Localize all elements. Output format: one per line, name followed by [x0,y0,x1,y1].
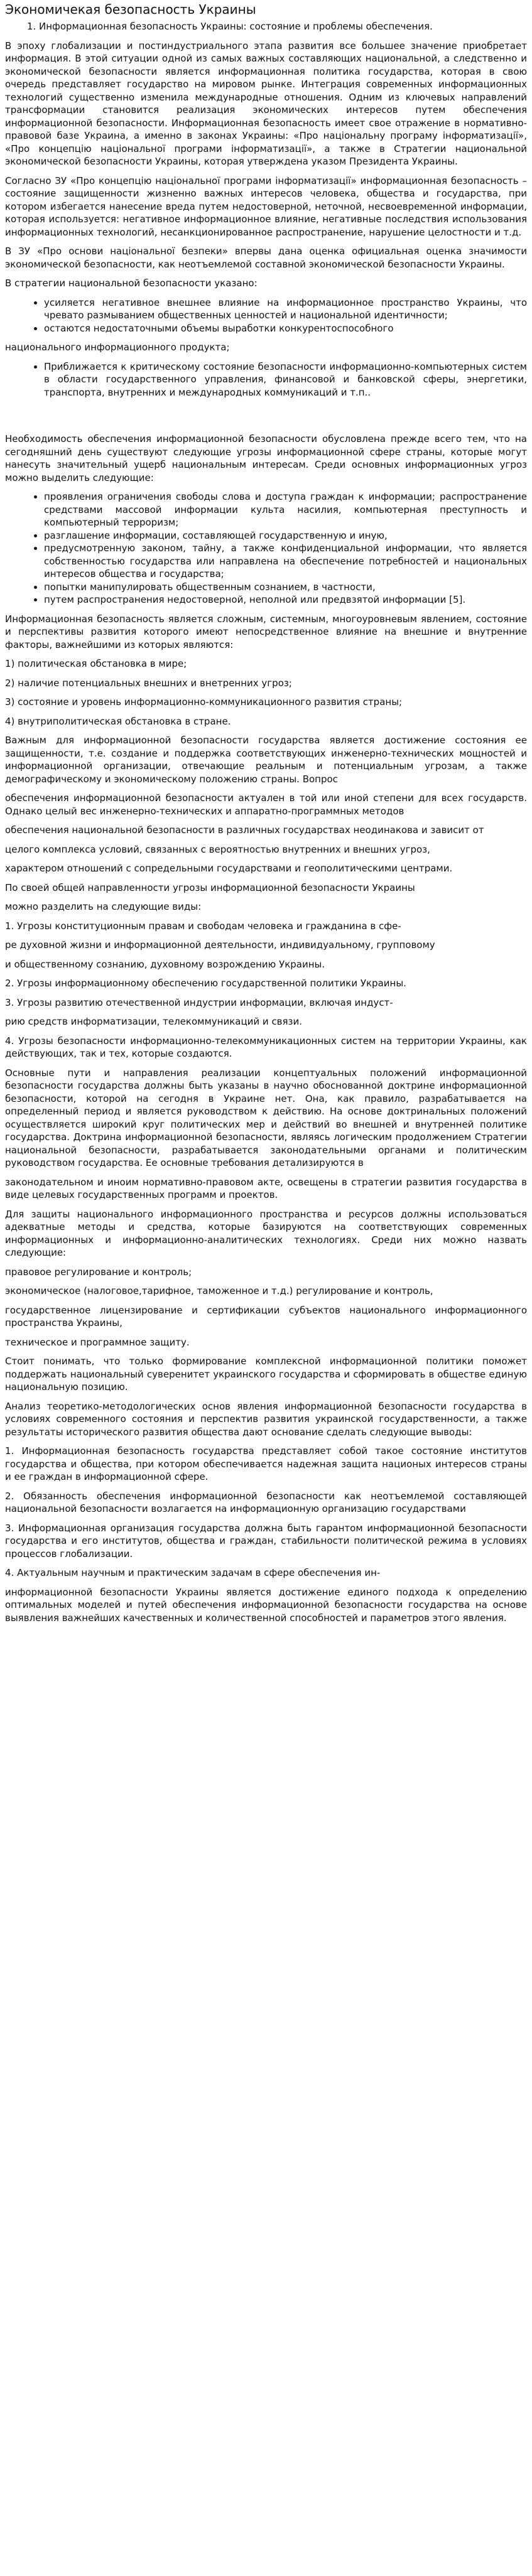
paragraph: правовое регулирование и контроль; [5,1266,192,1278]
document-body [5,40,527,1625]
paragraph: 3) состояние и уровень информационно-коммуникационного развития страны; [5,696,403,708]
paragraph: В стратегии национальной безопасности указано: [5,278,258,289]
page-title: Экономичекая безопасность Украины [5,2,256,17]
list-item: • разглашение информации, составляющей государственную и иную, [44,529,527,542]
paragraph: 3. Угрозы развитию отечественной индустрии информации, включая индуст- [5,996,393,1008]
paragraph: ре духовной жизни и информационной деятельности, индивидуальному, групповому [5,939,435,951]
paragraph: обеспечения информационной безопасности актуален в той или иной степени для всех государств. Однако целый вес инженерно-технических и аппаратно-программных методов [5,792,527,817]
paragraph: По своей общей направленности угрозы информационной безопасности Украины [5,881,415,893]
bullet-list [5,490,527,606]
paragraph: государственное лицензирование и сертификации субъектов национального информационного пространства Украины, [5,1304,527,1328]
list-item: • проявления ограничения свободы слова и доступа граждан к информации; распространение средствами массовой информации культа насилия, компьютерная преступность и компьютерный терроризм; [44,490,527,529]
paragraph: Информационная безопасность является сложным, системным, многоуровневым явлением, состояние и перспективы развития которого имеют непосредственное влияние на внешние и внутренние факторы, важнейшими из которых являются: [5,613,527,650]
list-item: • остаются недостаточными объемы выработки конкурентоспособного [44,322,527,335]
paragraph: 3. Информационная организация государства должна быть гарантом информационной безопасности государства и его институтов, общества и граждан, стабильности политической режима в условиях процессов глобализации. [5,1522,527,1560]
paragraph: Анализ теоретико-методологических основ явления информационной безопасности государства в условиях современного состояния и перспектив развития украинской государственности, а также результаты исторического развития общества дают основание сделать следующие выводы: [5,1400,527,1438]
table-of-contents [5,20,527,33]
paragraph: 1. Информационная безопасность государства представляет собой такое состояние институтов государства и общества, при котором обеспечивается надежная защита национых интересов страны и ее граждан в информационной сфере. [5,1445,527,1482]
paragraph: Важным для информационной безопасности государства является достижение состояния ее защищенности, т.е. создание и поддержка соответствующих инженерно-технических мощностей и информационной организации, отвечающие реальным и потенциальным угрозам, а также демографическому и экономическому положению страны. Вопрос [5,735,527,785]
list-item: • усиляется негативное внешнее влияние на информационное пространство Украины, что чревато размыванием общественных ценностей и национальной идентичности; [44,296,527,322]
paragraph: Необходимость обеспечения информационной безопасности обусловлена прежде всего тем, что на сегодняшний день существуют следующие угрозы информационной сфере страны, которые могут нанесуть значительный ущерб национальным интересам. Среди основных информационных угроз можно выделить следующие: [5,433,527,483]
paragraph: 1. Угрозы конституционным правам и свободам человека и гражданина в сфе- [5,920,401,932]
paragraph: В ЗУ «Про основи національної безпеки» впервы дана оценка официальная оценка значимости экономической безопасности, как неотъемлемой составной экономической безопасности Украины. [5,245,527,270]
list-item: • путем распространения недостоверной, неполной или предвзятой информации [5]. [44,593,527,606]
paragraph: Для защиты национального информационного пространства и ресурсов должны использоваться адекватные методы и средства, которые базируются на соответствующих современных информационных и информационно-аналитических технологиях. Среди них можно назвать следующие: [5,1208,527,1258]
bullet-list [5,360,527,399]
toc-item: 1. Информационная безопасность Украины: состояние и проблемы обеспечения. [39,20,527,33]
paragraph: Стоит понимать, что только формирование комплексной информационной политики поможет поддержать национальный суверенитет украинского государства и сформировать в обществе единую национальную позицию. [5,1355,527,1393]
document-page [0,1,532,1634]
paragraph: обеспечения национальной безопасности в различных государствах неодинакова и зависит от [5,824,484,836]
paragraph: 4) внутриполитическая обстановка в стране. [5,715,231,727]
paragraph: 1) политическая обстановка в мире; [5,658,187,669]
blank-space [5,405,527,433]
paragraph: характером отношений с сопредельными государствами и геополитическими центрами. [5,863,453,874]
paragraph: 4. Актуальным научным и практическим задачам в сфере обеспечения ин- [5,1567,381,1578]
paragraph: Основные пути и направления реализации концептуальных положений информационной безопасности государства должны быть указаны в научно обоснованной доктрине информационной безопасности, которой на сегодня в Украине нет. Она, как правило, разрабатывается на определенный период и является руководством к действию. На основе доктринальных положений осуществляется широкий круг политических мер и действий во внешней и внутренней политике государства. Доктрина информационной безопасности, являясь логическим продолжением Стратегии национальной безопасности, разрабатывается законодательными органами и политическим руководством государства. Ее основные требования детализируются в [5,1067,527,1168]
paragraph: целого комплекса условий, связанных с вероятностью внутренних и внешних угроз, [5,843,430,855]
paragraph: Согласно ЗУ «Про концепцію національної програми інформатизації» информационная безопасность – состояние защищенности жизненно важных интересов человека, общества и государства, при котором избегается нанесение вреда путем недостоверной, неточной, несвоевременной информации, которая используется: негативное информационное влияние, негативные последствия использования информационных технологий, несанкционированное распространение, нарушение целостности и т.д. [5,175,527,238]
paragraph: техническое и программное защиту. [5,1336,190,1348]
list-item: • Приближается к критическому состояние безопасности информационно-компьютерных систем в области государственного управления, финансовой и банковской сферы, энергетики, транспорта, внутренних и международных коммуникаций и т.п.. [44,360,527,399]
list-item: • попытки манипулировать общественным сознанием, в частности, [44,581,527,594]
paragraph: информационной безопасности Украины является достижение единого подхода к определению оптимальных моделей и путей обеспечения информационной безопасности государства на основе выявления важнейших качественных и количественной способностей и параметров этого явления. [5,1586,527,1624]
list-item: • предусмотренную законом, тайну, а также конфиденциальной информации, что является собственностью государства или направлена на обеспечение потребностей и национальных интересов общества и государства; [44,542,527,581]
paragraph: национального информационного продукта; [5,342,230,353]
paragraph: рию средств информатизации, телекоммуникаций и связи. [5,1016,303,1027]
paragraph: можно разделить на следующие виды: [5,901,202,912]
paragraph: законодательном и иноим нормативно-правовом акте, освещены в стратегии развития государства в виде целевых государственных программ и проектов. [5,1176,527,1200]
paragraph: 2) наличие потенциальных внешних и внетренних угроз; [5,677,292,689]
paragraph: 2. Угрозы информационному обеспечению государственной политики Украины. [5,978,406,989]
paragraph: 2. Обязанность обеспечения информационной безопасности как неотъемлемой составляющей национальной безопасности возлагается на информационную организацию государствами [5,1490,527,1514]
paragraph: и общественному сознанию, духовному возрождению Украины. [5,958,325,970]
paragraph: экономическое (налоговое,тарифное, таможенное и т.д.) регулирование и контроль, [5,1285,433,1296]
paragraph: 4. Угрозы безопасности информационно-телекоммуникационных систем на территории Украины, как действующих, так и тех, которые создаются. [5,1035,527,1059]
paragraph: В эпоху глобализации и постиндустриального этапа развития все большее значение приобретает информация. В этой ситуации одной из самых важных составляющих национальной, а следственно и экономической безопасности является информационная политика государства, которая в свою очередь представляет государство на мировом рынке. Интеграция современных информационных технологий существенно изменила международные отношения. Одним из ключевых направлений трансформации становится реализация экономических интересов путем обеспечения информационной безопасности. Информационная безопасность имеет свое отражение в нормативно-правовой базе Украина, а именно в законах Украины: «Про національну програму інформатизації», «Про концепцію національної програми інформатизації», а также в Стратегии национальной экономической безопасности Украины, которая утверждена указом Президента Украины. [5,40,527,167]
bullet-list [5,296,527,335]
